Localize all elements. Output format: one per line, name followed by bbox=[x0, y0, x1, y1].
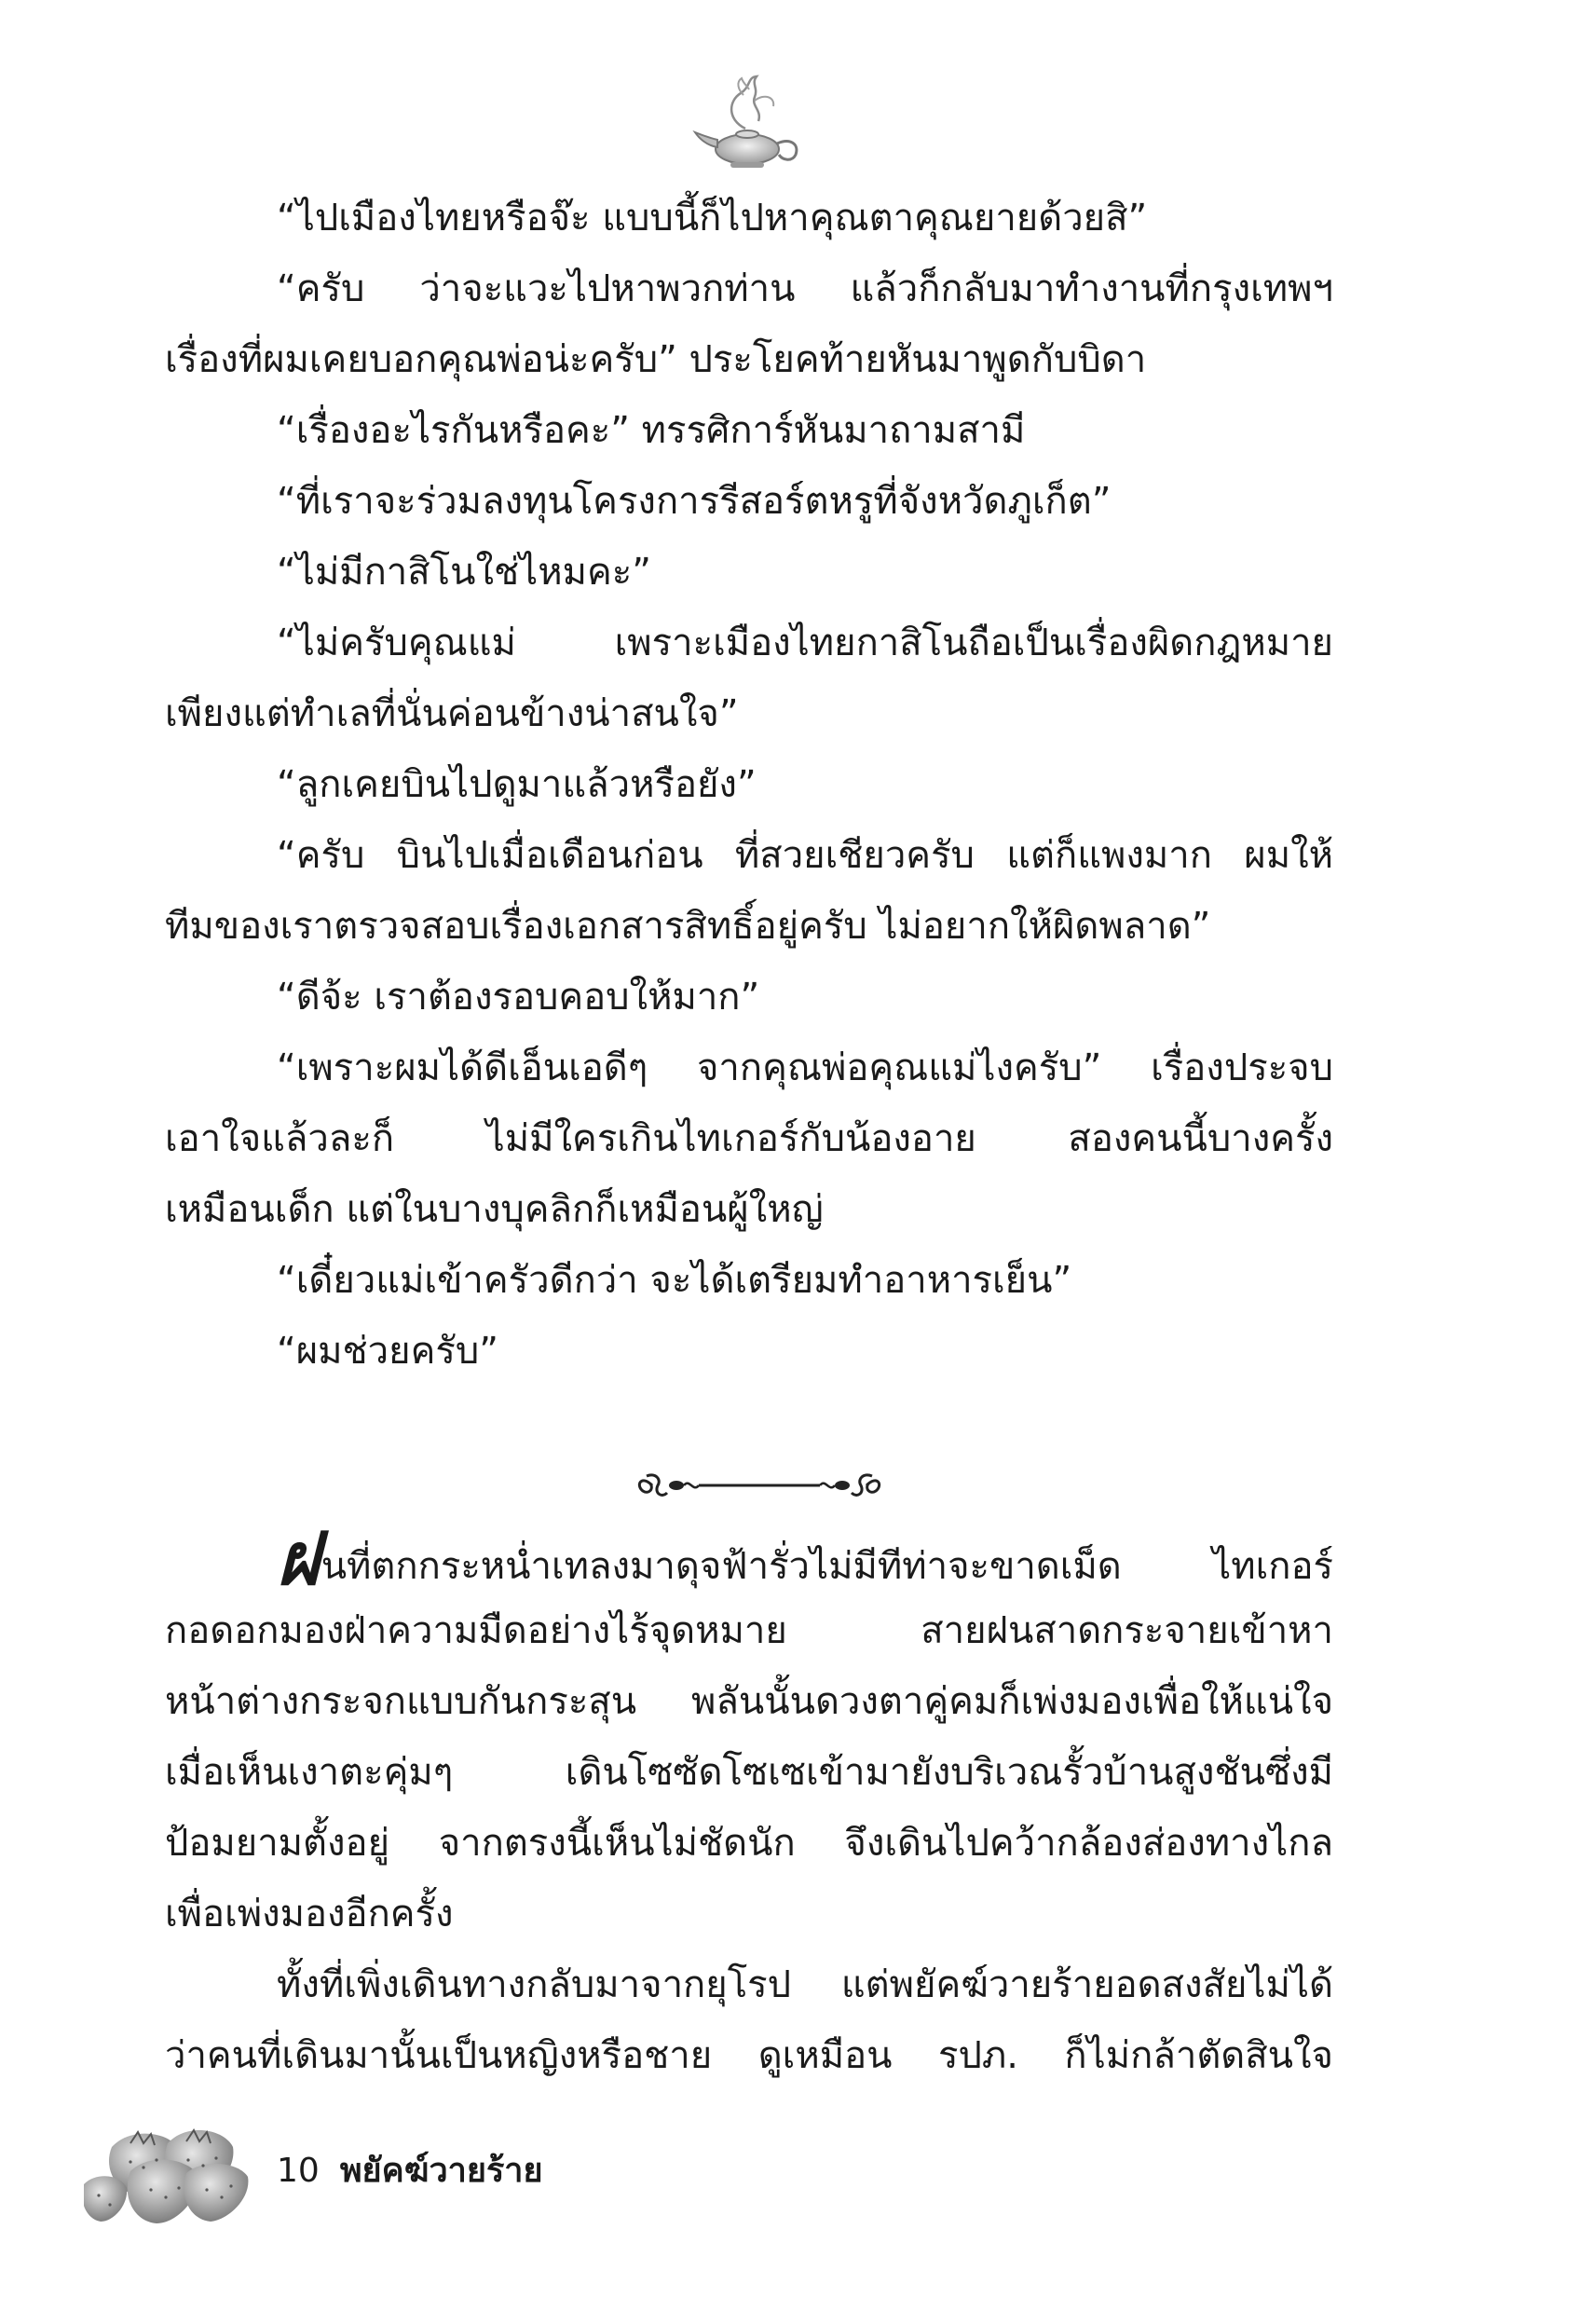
genie-lamp-ornament-icon bbox=[689, 73, 811, 175]
section-divider-ornament-icon bbox=[634, 1467, 885, 1504]
text-line: ทีมของเราตรวจสอบเรื่องเอกสารสิทธิ์อยู่ครับ ไม่อยากให้ผิดพลาด” bbox=[165, 905, 1211, 948]
text-line: เพื่อเพ่งมองอีกครั้ง bbox=[165, 1893, 454, 1935]
text-line: เหมือนเด็ก แต่ในบางบุคลิกก็เหมือนผู้ใหญ่ bbox=[165, 1188, 824, 1231]
text-line: “ไปเมืองไทยหรือจ๊ะ แบบนี้ก็ไปหาคุณตาคุณยายด้วยสิ” bbox=[277, 197, 1148, 239]
text-line: “ครับ ว่าจะแวะไปหาพวกท่าน แล้วก็กลับมาทำงานที่กรุงเทพฯ bbox=[277, 267, 1333, 310]
page-number: 10 bbox=[277, 2152, 320, 2190]
text-line: “เพราะผมได้ดีเอ็นเอดีๆ จากคุณพ่อคุณแม่ไงครับ” เรื่องประจบ bbox=[277, 1046, 1333, 1089]
section-first-line bbox=[277, 1517, 1333, 1602]
text-line: เมื่อเห็นเงาตะคุ่มๆ เดินโซซัดโซเซเข้ามายังบริเวณรั้วบ้านสูงชันซึ่งมี bbox=[165, 1751, 1333, 1794]
strawberries-decoration-icon bbox=[84, 2119, 261, 2231]
text-line: “เดี๋ยวแม่เข้าครัวดีกว่า จะได้เตรียมทำอาหารเย็น” bbox=[277, 1259, 1072, 1302]
text-line: หน้าต่างกระจกแบบกันกระสุน พลันนั้นดวงตาคู่คมก็เพ่งมองเพื่อให้แน่ใจ bbox=[165, 1680, 1333, 1723]
text-line: เพียงแต่ทำเลที่นั่นค่อนข้างน่าสนใจ” bbox=[165, 692, 739, 735]
text-line: “ลูกเคยบินไปดูมาแล้วหรือยัง” bbox=[277, 763, 757, 806]
text-line: “ดีจ้ะ เราต้องรอบคอบให้มาก” bbox=[277, 976, 760, 1019]
text-line: ทั้งที่เพิ่งเดินทางกลับมาจากยุโรป แต่พยัคฆ์วายร้ายอดสงสัยไม่ได้ bbox=[277, 1963, 1333, 2006]
text-line: “เรื่องอะไรกันหรือคะ” ทรรศิการ์หันมาถามสามี bbox=[277, 409, 1026, 452]
text-line: เอาใจแล้วละก็ ไม่มีใครเกินไทเกอร์กับน้องอาย สองคนนี้บางครั้ง bbox=[165, 1117, 1333, 1160]
text-line: เรื่องที่ผมเคยบอกคุณพ่อน่ะครับ” ประโยคท้ายหันมาพูดกับบิดา bbox=[165, 338, 1147, 381]
text-line: “ไม่มีกาสิโนใช่ไหมคะ” bbox=[277, 551, 651, 594]
text-line: “ที่เราจะร่วมลงทุนโครงการรีสอร์ตหรูที่จังหวัดภูเก็ต” bbox=[277, 480, 1112, 523]
first-line-text: นที่ตกกระหน่ำเทลงมาดุจฟ้ารั่วไม่มีทีท่าจะขาดเม็ด ไทเกอร์ bbox=[321, 1545, 1333, 1588]
drop-cap: ฝ bbox=[277, 1517, 320, 1602]
text-line: ป้อมยามตั้งอยู่ จากตรงนี้เห็นไม่ชัดนัก จึงเดินไปคว้ากล้องส่องทางไกล bbox=[165, 1822, 1333, 1865]
book-title: พยัคฆ์วายร้าย bbox=[339, 2152, 543, 2190]
text-line: กอดอกมองฝ่าความมืดอย่างไร้จุดหมาย สายฝนสาดกระจายเข้าหา bbox=[165, 1609, 1333, 1652]
page-footer bbox=[277, 2143, 543, 2199]
text-line: ว่าคนที่เดินมานั้นเป็นหญิงหรือชาย ดูเหมือน รปภ. ก็ไม่กล้าตัดสินใจ bbox=[165, 2034, 1333, 2077]
text-line: “ไม่ครับคุณแม่ เพราะเมืองไทยกาสิโนถือเป็นเรื่องผิดกฎหมาย bbox=[277, 622, 1333, 664]
text-line: “ผมช่วยครับ” bbox=[277, 1330, 498, 1373]
text-line: “ครับ บินไปเมื่อเดือนก่อน ที่สวยเชียวครับ แต่ก็แพงมาก ผมให้ bbox=[277, 834, 1333, 877]
